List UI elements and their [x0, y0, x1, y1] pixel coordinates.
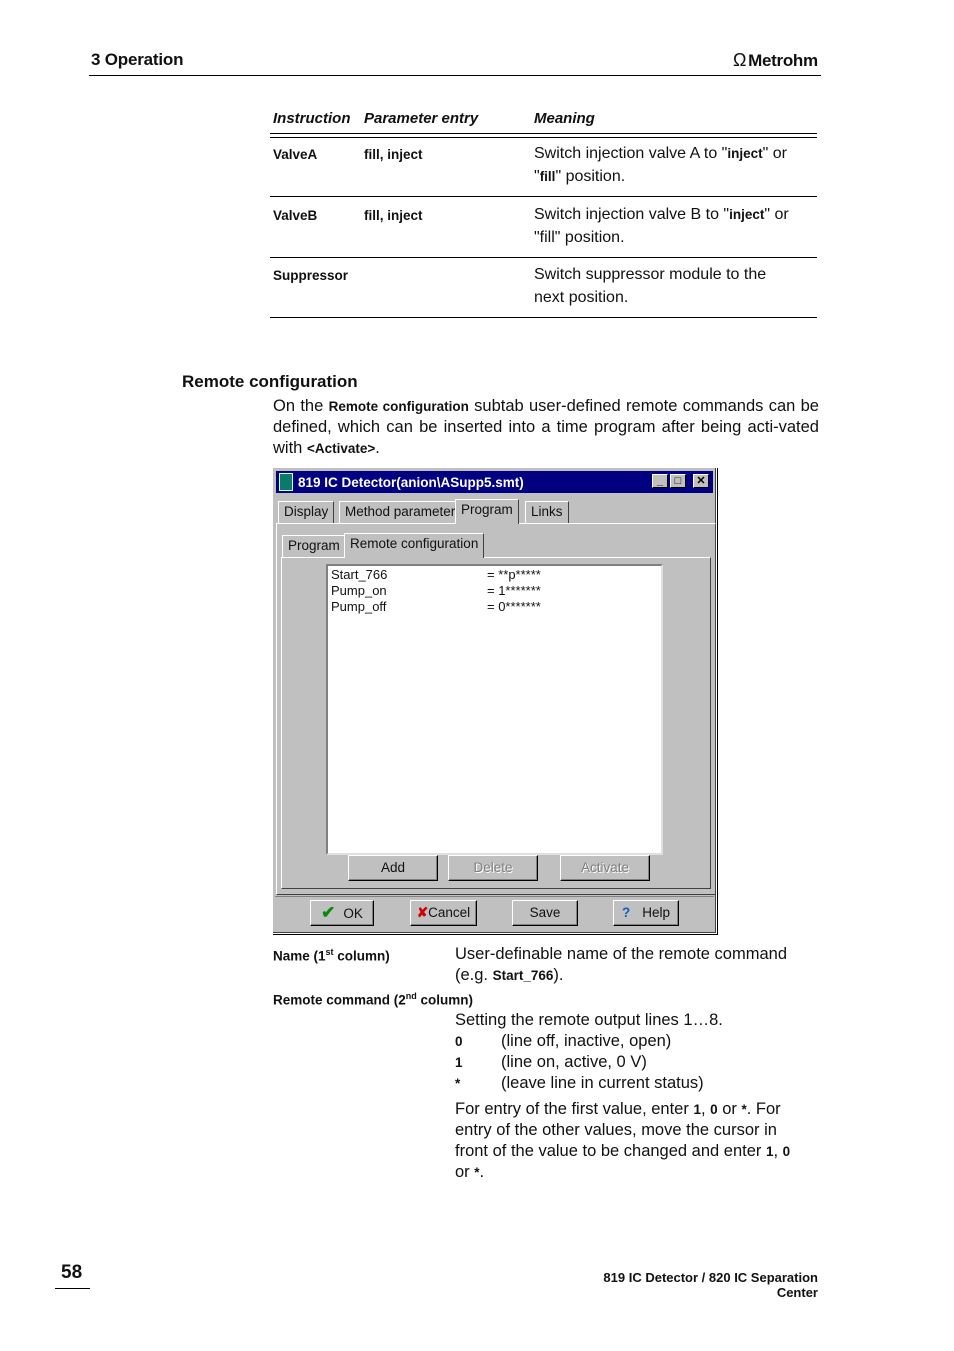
row-divider [270, 196, 817, 197]
row-instruction: ValveA [273, 147, 318, 162]
list-item[interactable]: Start_766 = **p***** [331, 567, 541, 582]
table-bottom-rule [270, 317, 817, 318]
cancel-button[interactable]: ✘Cancel [410, 900, 477, 926]
col-header-parameter: Parameter entry [364, 110, 479, 127]
activate-button[interactable]: Activate [560, 855, 650, 881]
add-button[interactable]: Add [348, 855, 438, 881]
help-button[interactable]: ? Help [613, 900, 679, 926]
dialog-window [272, 467, 717, 934]
row-parameter: fill, inject [364, 208, 423, 223]
tab-links[interactable]: Links [525, 501, 569, 523]
code-list-item: * (leave line in current status) [455, 1074, 704, 1092]
subtab-program[interactable]: Program [282, 535, 346, 557]
subtab-remote-configuration[interactable]: Remote configuration [344, 533, 484, 558]
row-parameter: fill, inject [364, 147, 423, 162]
row-instruction: ValveB [273, 208, 318, 223]
tab-display[interactable]: Display [278, 501, 334, 523]
cancel-x-icon: ✘ [416, 905, 429, 920]
close-icon[interactable]: ✕ [693, 474, 709, 488]
brand-name: Metrohm [748, 50, 818, 70]
definition-term-name: Name (1st column) [273, 947, 390, 964]
tab-method-parameter[interactable]: Method parameter [339, 501, 461, 523]
brand-logo [733, 50, 818, 71]
col-header-meaning: Meaning [534, 110, 595, 127]
save-button[interactable]: Save [512, 900, 578, 926]
row-instruction: Suppressor [273, 268, 349, 283]
header-rule [89, 75, 821, 76]
entry-paragraph: For entry of the first value, enter 1, 0 or *. For entry of the other values, move the cursor in front of the value to be changed and enter 1, 0 or *. [455, 1100, 791, 1181]
code-list-item: 0 (line off, inactive, open) [455, 1032, 672, 1050]
ok-button[interactable]: ✔ OK [310, 900, 374, 926]
delete-button[interactable]: Delete [448, 855, 538, 881]
chapter-heading: 3 Operation [91, 50, 184, 69]
row-divider [270, 257, 817, 258]
omega-icon: Ω [733, 50, 747, 70]
app-icon [279, 473, 293, 491]
window-titlebar[interactable] [276, 471, 713, 493]
footer-product: 819 IC Detector / 820 IC Separation Center [603, 1270, 818, 1300]
definition-desc-command: Setting the remote output lines 1…8. [455, 1011, 723, 1029]
page-number: 58 [55, 1262, 90, 1289]
remote-command-list[interactable] [326, 564, 663, 855]
code-list-item: 1 (line on, active, 0 V) [455, 1053, 647, 1071]
list-item[interactable]: Pump_off = 0******* [331, 599, 541, 614]
maximize-icon[interactable]: □ [670, 474, 686, 488]
intro-paragraph: On the Remote configuration subtab user-defined remote commands can be defined, which can be inserted into a time program after being acti-vated with <Activate>. [273, 397, 819, 457]
help-question-icon: ? [621, 905, 631, 920]
checkmark-icon: ✔ [321, 903, 336, 922]
row-meaning: Switch injection valve A to "inject" or "fill" position. [534, 145, 787, 185]
col-header-instruction: Instruction [273, 110, 351, 127]
minimize-icon[interactable]: _ [652, 474, 668, 488]
row-meaning: Switch suppressor module to the next position. [534, 266, 767, 306]
tab-program[interactable]: Program [455, 499, 519, 524]
definition-term-command: Remote command (2nd column) [273, 991, 474, 1008]
table-header-rule [270, 133, 817, 138]
list-item[interactable]: Pump_on = 1******* [331, 583, 541, 598]
definition-desc-name: User-definable name of the remote command (e.g. Start_766). [455, 945, 787, 984]
row-meaning: Switch injection valve B to "inject" or "fill" position. [534, 206, 789, 246]
section-title: Remote configuration [182, 372, 358, 391]
window-title: 819 IC Detector(anion\ASupp5.smt) [298, 474, 524, 490]
